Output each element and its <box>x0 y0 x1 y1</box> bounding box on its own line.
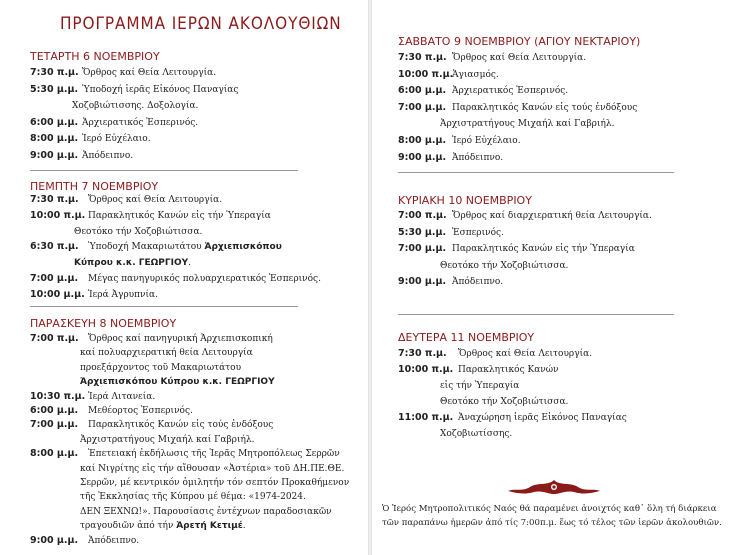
schedule-time: 6:00 μ.μ. <box>398 85 447 97</box>
schedule-time: 10:00 π.μ. <box>398 364 454 375</box>
entry-text: Σερρῶν, μέ κεντρικόν ὁμιλητήν τόν σεπτόν Προκαθήμενον <box>80 478 350 488</box>
schedule-entry <box>88 333 273 345</box>
entry-text: Ἀρχιερατικός Ἑσπερινός. <box>82 117 199 128</box>
schedule-entry <box>82 150 133 162</box>
schedule-entry <box>440 396 568 408</box>
schedule-entry <box>452 135 521 147</box>
schedule-entry <box>452 102 637 114</box>
schedule-time: 10:30 π.μ. <box>30 390 86 402</box>
entry-text: καί πολυαρχιερατική θεία Λειτουργία <box>80 348 253 359</box>
closing-note-line-2: τῶν παραπάνω ἡμερῶν ἀπό τίς 7:00π.μ. ἕως τό τέλος τῶν ἱερῶν ἀκολουθιῶν. <box>382 518 722 528</box>
schedule-time: 8:00 μ.μ. <box>398 135 447 146</box>
schedule-entry <box>80 362 241 374</box>
document-title: ΠΡΟΓΡΑΜΜΑ ΙΕΡΩΝ ΑΚΟΛΟΥΘΙΩΝ <box>60 14 342 34</box>
schedule-time: 10:00 π.μ. <box>30 209 86 221</box>
schedule-entry <box>88 391 155 403</box>
schedule-entry <box>452 210 652 222</box>
entry-text: Ἀπόδειπνο. <box>88 535 140 546</box>
schedule-entry <box>80 520 246 532</box>
schedule-time: 7:00 μ.μ. <box>30 419 79 431</box>
entry-text: Ἱερό Εὐχέλαιο. <box>452 136 521 146</box>
schedule-entry <box>440 118 614 130</box>
entry-text: Ἐπετειακή ἐκδήλωσις τῆς Ἱερᾶς Μητροπόλεως Σερρῶν <box>88 449 340 460</box>
entry-text: Ὑποδοχή Μακαριωτάτου <box>88 242 205 253</box>
entry-bold-text: Ἀρχιεπισκόπου <box>204 242 282 253</box>
schedule-entry <box>458 412 627 424</box>
entry-text: Χοζοβιώτισσης. Δοξολογία. <box>72 101 199 112</box>
entry-bold-text: Ἀρετή Κετιμέ <box>176 521 243 532</box>
schedule-time: 7:00 π.μ. <box>398 210 447 221</box>
entry-text: Ἀρχιστρατήγους Μιχαήλ καί Γαβριήλ. <box>440 119 615 130</box>
schedule-entry <box>72 100 198 112</box>
entry-text: Ἱερά Ἀγρυπνία. <box>88 289 158 300</box>
entry-text: Ὄρθρος καί διαρχιερατική θεία Λειτουργία. <box>452 211 652 221</box>
schedule-time: 10:00 π.μ. <box>398 68 454 80</box>
schedule-entry <box>88 405 193 417</box>
section-divider <box>30 306 298 307</box>
entry-text: Ἀρχιστρατήγους Μιχαήλ καί Γαβριήλ. <box>80 434 255 445</box>
schedule-entry <box>80 491 306 503</box>
schedule-time: 9:00 μ.μ. <box>398 276 447 288</box>
entry-text: Ἀπόδειπνο. <box>82 151 134 161</box>
schedule-entry <box>88 210 271 222</box>
entry-text: Ἀπόδειπνο. <box>452 277 504 288</box>
entry-text: Παρακλητικός Κανών εἰς τούς ἐνδόξους <box>452 102 638 113</box>
schedule-time: 7:00 μ.μ. <box>398 243 447 255</box>
schedule-time: 5:30 μ.μ. <box>30 83 79 95</box>
schedule-time: 5:30 μ.μ. <box>398 226 447 238</box>
schedule-entry <box>88 419 273 431</box>
schedule-time: 7:30 π.μ. <box>30 194 79 205</box>
schedule-time: 11:00 π.μ. <box>398 412 454 423</box>
schedule-time: 6:30 π.μ. <box>30 241 79 253</box>
day-heading-wednesday: ΤΕΤΑΡΤΗ 6 ΝΟΕΜΒΡΙΟΥ <box>30 50 160 63</box>
schedule-time: 7:00 μ.μ. <box>30 273 79 284</box>
entry-text: Ὄρθρος καί Θεία Λειτουργία. <box>82 68 217 78</box>
section-divider <box>30 170 298 171</box>
schedule-entry <box>88 535 139 547</box>
schedule-entry <box>452 276 503 288</box>
schedule-entry <box>452 52 586 64</box>
entry-text: Ἱερά Λιτανεία. <box>88 391 156 402</box>
schedule-entry <box>452 152 503 164</box>
schedule-time: 8:00 μ.μ. <box>30 133 79 145</box>
schedule-entry <box>80 477 349 489</box>
schedule-entry <box>74 257 191 269</box>
schedule-time: 9:00 μ.μ. <box>398 151 447 163</box>
schedule-entry <box>82 133 151 145</box>
schedule-entry <box>88 273 321 285</box>
entry-text: Ὄρθρος καί πανηγυρική Ἀρχιεπισκοπική <box>88 334 273 344</box>
entry-text: Μέγας πανηγυρικός πολυαρχιερατικός Ἑσπερινός. <box>88 274 321 284</box>
schedule-time: 9:00 μ.μ. <box>30 150 79 161</box>
entry-text: τῆς Ἐκκλησίας τῆς Κύπρου μέ θέμα: «1974-2024. <box>80 492 306 503</box>
page-gutter <box>368 0 372 555</box>
entry-text: εἰς τήν Ὑπεραγία <box>440 381 520 391</box>
entry-text: καί Νιγρίτης εἰς τήν αἴθουσαν «Ἀστέρια» τοῦ ΔΗ.ΠΕ.ΘΕ. <box>80 463 345 474</box>
schedule-entry <box>88 448 340 460</box>
entry-text: Ἀπόδειπνο. <box>452 152 504 163</box>
schedule-time: 7:00 π.μ. <box>30 333 79 344</box>
entry-text: Χοζοβιωτίσσης. <box>440 429 513 439</box>
schedule-entry <box>458 348 592 360</box>
schedule-entry <box>452 243 635 255</box>
schedule-entry <box>74 226 202 238</box>
entry-text: Ὄρθρος καί Θεία Λειτουργία. <box>452 53 587 63</box>
schedule-time: 6:00 μ.μ. <box>30 405 79 416</box>
section-divider <box>398 314 674 315</box>
schedule-entry <box>80 506 332 518</box>
section-divider <box>398 172 674 173</box>
schedule-entry <box>80 463 344 475</box>
schedule-entry <box>452 227 504 239</box>
schedule-time: 7:30 π.μ. <box>398 52 447 63</box>
schedule-time: 7:30 π.μ. <box>30 67 79 78</box>
entry-text: Ἀναχώρηση ἱερᾶς Εἰκόνος Παναγίας <box>458 413 627 423</box>
schedule-time: 9:00 μ.μ. <box>30 534 79 546</box>
closing-note-line-1: Ὁ Ἱερός Μητροπολιτικός Ναός θά παραμένει ἀνοιχτός καθ᾽ ὅλη τή διάρκεια <box>382 504 717 514</box>
entry-text: Ὄρθρος καί Θεία Λειτουργία. <box>88 195 223 205</box>
schedule-time: 7:00 μ.μ. <box>398 101 447 113</box>
schedule-entry <box>82 67 216 79</box>
schedule-entry <box>80 376 275 388</box>
day-heading-saturday: ΣΑΒΒΑΤΟ 9 ΝΟΕΜΒΡΙΟΥ (ΑΓΙΟΥ ΝΕΚΤΑΡΙΟΥ) <box>398 35 641 48</box>
day-heading-sunday: ΚΥΡΙΑΚΗ 10 ΝΟΕΜΒΡΙΟΥ <box>398 194 532 207</box>
schedule-time: 8:00 μ.μ. <box>30 448 79 460</box>
schedule-time: 6:00 μ.μ. <box>30 116 79 128</box>
schedule-entry <box>82 84 238 96</box>
schedule-entry <box>80 434 254 446</box>
schedule-entry <box>88 289 158 301</box>
entry-text: Παρακλητικός Κανών εἰς τήν Ὑπεραγία <box>452 244 635 255</box>
entry-text: προεξάρχοντος τοῦ Μακαριωτάτου <box>80 362 242 373</box>
entry-text: Θεοτόκο τήν Χοζοβιώτισσα. <box>74 226 203 237</box>
schedule-entry <box>88 241 282 253</box>
schedule-time: 7:30 π.μ. <box>398 348 447 359</box>
schedule-entry <box>452 69 499 81</box>
day-heading-thursday: ΠΕΜΠΤΗ 7 ΝΟΕΜΒΡΙΟΥ <box>30 180 159 193</box>
entry-text: Ἑσπερινός. <box>452 227 504 238</box>
entry-text: Ἀρχιερατικός Ἑσπερινός. <box>452 86 569 97</box>
entry-text: τραγουδιῶν ἀπό τήν <box>80 521 177 532</box>
schedule-time: 10:00 μ.μ. <box>30 288 85 300</box>
entry-text: Θεοτόκο τήν Χοζοβιώτισσα. <box>440 397 569 407</box>
day-heading-friday: ΠΑΡΑΣΚΕΥΗ 8 ΝΟΕΜΒΡΙΟΥ <box>30 317 177 330</box>
entry-text: ΔΕΝ ΞΕΧΝΩ!». Παρουσίασις ἐντέχνων παραδοσιακῶν <box>80 506 332 517</box>
schedule-entry <box>88 194 222 206</box>
entry-text: Παρακλητικός Κανών εἰς τήν Ὑπεραγία <box>88 210 271 221</box>
schedule-entry <box>440 380 519 392</box>
day-heading-monday: ΔΕΥΤΕΡΑ 11 ΝΟΕΜΒΡΙΟΥ <box>398 331 535 344</box>
entry-text: Ἱερό Εὐχέλαιο. <box>82 134 151 145</box>
entry-text: Ὄρθρος καί Θεία Λειτουργία. <box>458 349 593 359</box>
entry-bold-text: Ἀρχιεπισκόπου Κύπρου κ.κ. ΓΕΩΡΓΙΟΥ <box>80 377 275 388</box>
ornament-icon <box>508 478 600 496</box>
entry-text: Ἁγιασμός. <box>452 69 499 80</box>
entry-text: Θεοτόκο τήν Χοζοβιώτισσα. <box>440 260 569 271</box>
entry-trailing-text: . <box>188 258 192 269</box>
entry-text: Ὑποδοχή ἱερᾶς Εἰκόνος Παναγίας <box>82 84 239 95</box>
entry-trailing-text: . <box>242 521 246 532</box>
schedule-entry <box>440 260 568 272</box>
schedule-entry <box>458 364 559 376</box>
schedule-entry <box>80 347 253 359</box>
entry-text: Παρακλητικός Κανών <box>458 365 559 375</box>
schedule-entry <box>440 428 512 440</box>
entry-bold-text: Κύπρου κ.κ. ΓΕΩΡΓΙΟΥ <box>74 258 189 269</box>
entry-text: Παρακλητικός Κανών εἰς τούς ἐνδόξους <box>88 420 274 431</box>
schedule-entry <box>452 85 568 97</box>
entry-text: Μεθέορτος Ἑσπερινός. <box>88 406 193 416</box>
schedule-entry <box>82 117 198 129</box>
